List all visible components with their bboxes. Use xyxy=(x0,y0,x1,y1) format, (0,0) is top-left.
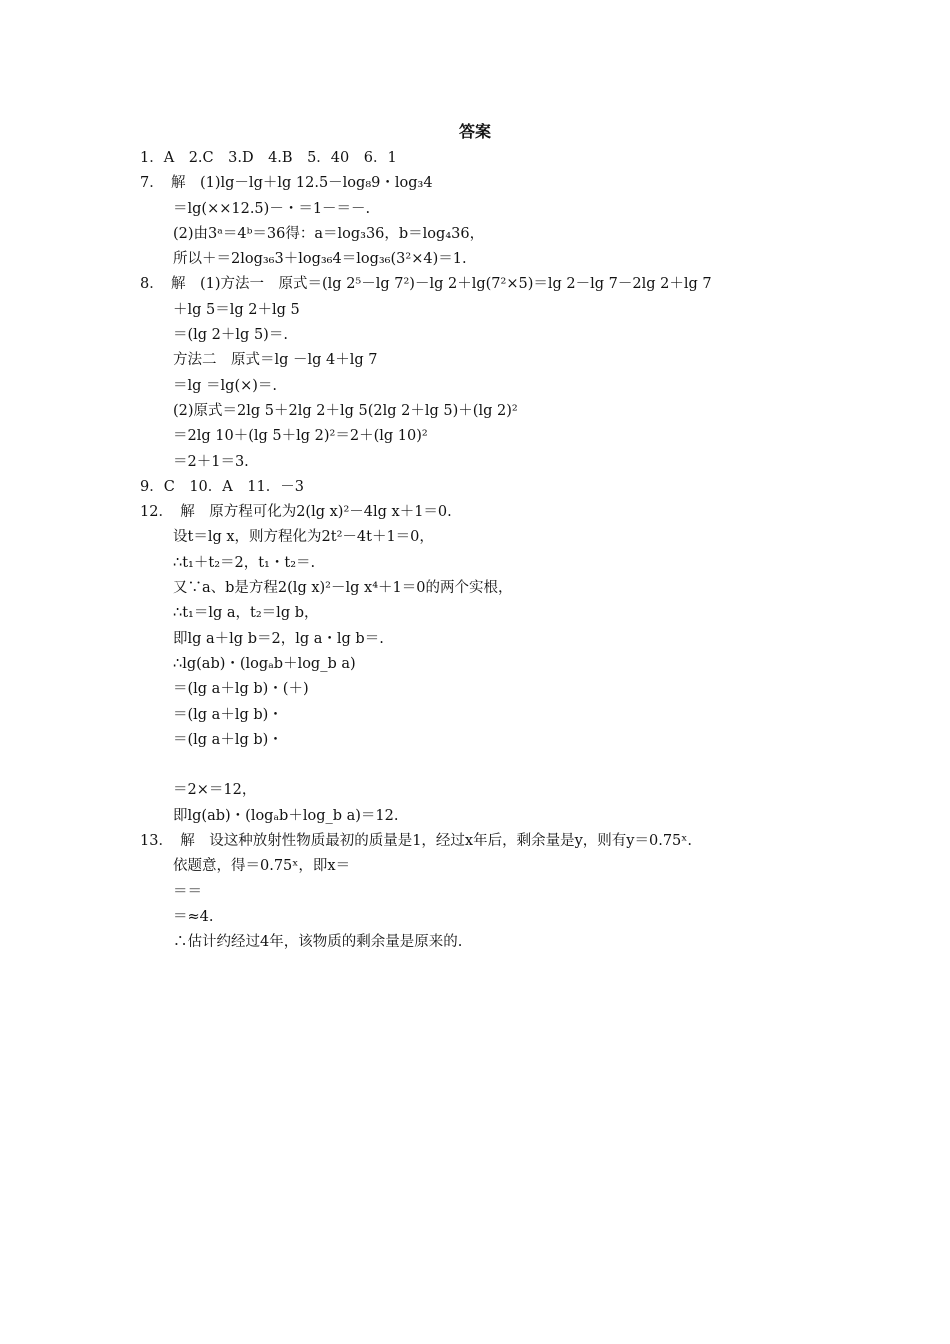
answer-line: 又∵a、b是方程2(lg x)²－lg x⁴＋1＝0的两个实根， xyxy=(173,580,513,597)
answer-line: ＝(lg a＋lg b)・(＋) xyxy=(173,681,309,698)
answer-line: ＝lg(××12.5)－・＝1－＝－. xyxy=(173,200,371,217)
answer-line: ∴t₁＋t₂＝2，t₁・t₂＝. xyxy=(173,554,316,571)
page-title: 答案 xyxy=(458,122,491,141)
answer-line: ＝(lg 2＋lg 5)＝. xyxy=(173,327,288,344)
answer-line: ＋lg 5＝lg 2＋lg 5 xyxy=(173,301,300,318)
answer-line: ＝lg ＝lg(×)＝. xyxy=(173,377,278,394)
answer-line: ＝(lg a＋lg b)・ xyxy=(173,706,283,723)
answer-line: 9．C 10．A 11．－3 xyxy=(140,478,304,495)
answer-line: ∴lg(ab)・(logₐb＋log_b a) xyxy=(173,655,356,672)
answer-line: ＝≈4. xyxy=(173,908,214,925)
answer-line: ∴估计约经过4年，该物质的剩余量是原来的. xyxy=(173,934,463,951)
answer-line: 方法二 原式＝lg －lg 4＋lg 7 xyxy=(173,352,378,369)
answer-line xyxy=(140,753,830,778)
answer-line: 7． 解 (1)lg－lg＋lg 12.5－log₈9・log₃4 xyxy=(140,175,433,192)
answer-line: ＝(lg a＋lg b)・ xyxy=(173,731,283,748)
answer-line: (2)原式＝2lg 5＋2lg 2＋lg 5(2lg 2＋lg 5)＋(lg 2)² xyxy=(173,402,518,419)
answer-line: 所以＋＝2log₃₆3＋log₃₆4＝log₃₆(3²×4)＝1. xyxy=(173,251,467,268)
answer-line: ＝2×＝12， xyxy=(173,782,257,799)
answer-line: ＝2＋1＝3. xyxy=(173,453,249,470)
answer-line: (2)由3ᵃ＝4ᵇ＝36得：a＝log₃36，b＝log₄36， xyxy=(173,225,485,242)
answer-line: 即lg a＋lg b＝2，lg a・lg b＝. xyxy=(173,630,384,647)
answer-line: 12． 解 原方程可化为2(lg x)²－4lg x＋1＝0. xyxy=(140,504,452,521)
answer-line: ＝2lg 10＋(lg 5＋lg 2)²＝2＋(lg 10)² xyxy=(173,428,428,445)
answer-line: 即lg(ab)・(logₐb＋log_b a)＝12. xyxy=(173,807,399,824)
answer-line: 依题意，得＝0.75ˣ，即x＝ xyxy=(173,858,351,875)
answer-line: ＝＝ xyxy=(173,883,202,900)
answer-line: ∴t₁＝lg a，t₂＝lg b， xyxy=(173,605,319,622)
answer-body xyxy=(140,146,830,956)
answer-line: 设t＝lg x，则方程化为2t²－4t＋1＝0， xyxy=(173,529,434,546)
answer-line: 8． 解 (1)方法一 原式＝(lg 2⁵－lg 7²)－lg 2＋lg(7²×5)＝lg 2－lg 7－2lg 2＋lg 7 xyxy=(140,276,712,293)
answer-line: 13． 解 设这种放射性物质最初的质量是1，经过x年后，剩余量是y，则有y＝0.75ˣ. xyxy=(140,833,693,850)
answer-line: 1．A 2.C 3.D 4.B 5．40 6．1 xyxy=(140,150,397,166)
